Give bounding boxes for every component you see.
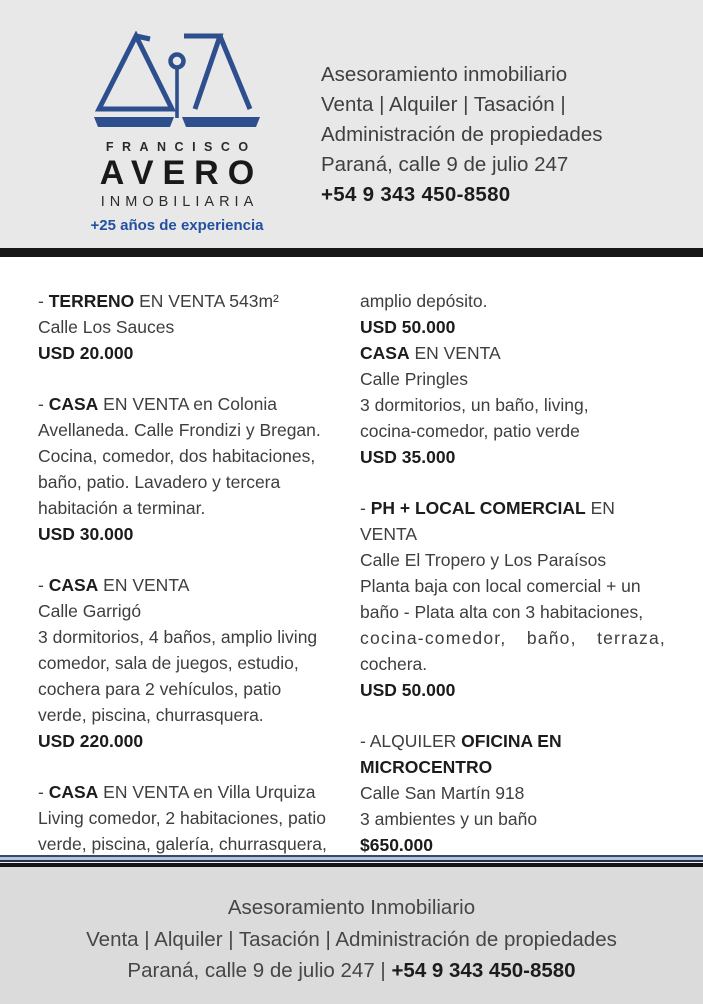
listings-column-right (360, 288, 666, 855)
header (0, 0, 703, 248)
header-info-line: Administración de propiedades (321, 123, 603, 146)
listing-line: USD 50.000 (360, 317, 456, 337)
listing-line: Calle San Martín 918 (360, 783, 525, 803)
listing-line: Planta baja con local comercial + un (360, 576, 641, 596)
listings-column-left (38, 288, 344, 855)
header-info-line: Paraná, calle 9 de julio 247 (321, 153, 569, 176)
listing-line: - CASA EN VENTA en Villa Urquiza (38, 782, 316, 802)
footer (0, 867, 703, 1004)
listing-line: 3 dormitorios, un baño, living, (360, 395, 589, 415)
listing-line: comedor, sala de juegos, estudio, (38, 653, 299, 673)
listing-line: USD 30.000 (38, 524, 134, 544)
listing-line: - CASA EN VENTA (38, 575, 190, 595)
listing-line: amplio depósito. (360, 291, 488, 311)
property-listing (38, 779, 344, 857)
footer-line-2: Venta | Alquiler | Tasación | Administración de propiedades (86, 927, 617, 951)
property-listing (38, 572, 344, 754)
property-listing (360, 495, 666, 703)
listing-line: Cocina, comedor, dos habitaciones, (38, 446, 316, 466)
header-divider-bar (0, 248, 703, 257)
brand-name-main: AVERO (99, 154, 264, 192)
property-listing (360, 288, 666, 470)
listing-line: cocina-comedor, baño, terraza, (360, 628, 666, 648)
footer-line-1: Asesoramiento Inmobiliario (227, 896, 476, 919)
listings-section (0, 257, 703, 855)
listing-line: Calle Los Sauces (38, 317, 175, 337)
listing-line: CASA EN VENTA (360, 343, 501, 363)
brand-tagline: +25 años de experiencia (90, 217, 264, 234)
listing-line: verde, piscina, churrasquera. (38, 705, 264, 725)
listing-line: Calle El Tropero y Los Paraísos (360, 550, 607, 570)
listing-line: habitación a terminar. (38, 498, 206, 518)
listing-line: VENTA (360, 524, 418, 544)
brand-name-sub: INMOBILIARIA (100, 194, 259, 210)
listing-line: USD 35.000 (360, 447, 456, 467)
listing-line: USD 50.000 (360, 680, 456, 700)
brand-name-top: FRANCISCO (105, 140, 257, 154)
listing-line: verde, piscina, galería, churrasquera, (38, 834, 327, 854)
header-contact-info (321, 0, 602, 248)
listing-line: baño, patio. Lavadero y tercera (38, 472, 281, 492)
listing-line: Calle Garrigó (38, 601, 142, 621)
listing-line: Avellaneda. Calle Frondizi y Bregan. (38, 420, 321, 440)
footer-phone: +54 9 343 450-8580 (391, 959, 576, 982)
listing-line: $650.000 (360, 835, 433, 855)
listing-line: - ALQUILER OFICINA EN (360, 731, 562, 751)
property-listing (360, 728, 666, 858)
listing-line: Calle Pringles (360, 369, 468, 389)
brand-logo (88, 0, 266, 248)
listing-line: baño - Plata alta con 3 habitaciones, (360, 602, 644, 622)
property-listing (38, 391, 344, 547)
property-listing (38, 288, 344, 366)
listing-line: USD 20.000 (38, 343, 134, 363)
listing-line: cocina-comedor, patio verde (360, 421, 580, 441)
header-info-line: +54 9 343 450-8580 (321, 183, 511, 206)
listing-line: - PH + LOCAL COMERCIAL EN (360, 498, 615, 518)
listing-line: MICROCENTRO (360, 757, 493, 777)
header-info-line: Venta | Alquiler | Tasación | (321, 93, 566, 116)
listing-line: cochera para 2 vehículos, patio (38, 679, 282, 699)
footer-address: Paraná, calle 9 de julio 247 | (127, 959, 392, 982)
footer-line-3 (0, 955, 703, 987)
listing-line: - TERRENO EN VENTA 543m² (38, 291, 279, 311)
listing-line: 3 dormitorios, 4 baños, amplio living (38, 627, 318, 647)
listing-line: - CASA EN VENTA en Colonia (38, 394, 277, 414)
header-info-line: Asesoramiento inmobiliario (321, 63, 568, 86)
avero-triangles-pin-logo-icon (92, 31, 262, 131)
listing-line: USD 220.000 (38, 731, 144, 751)
listing-line: cochera. (360, 654, 428, 674)
listing-line: Living comedor, 2 habitaciones, patio (38, 808, 326, 828)
listing-line: 3 ambientes y un baño (360, 809, 538, 829)
